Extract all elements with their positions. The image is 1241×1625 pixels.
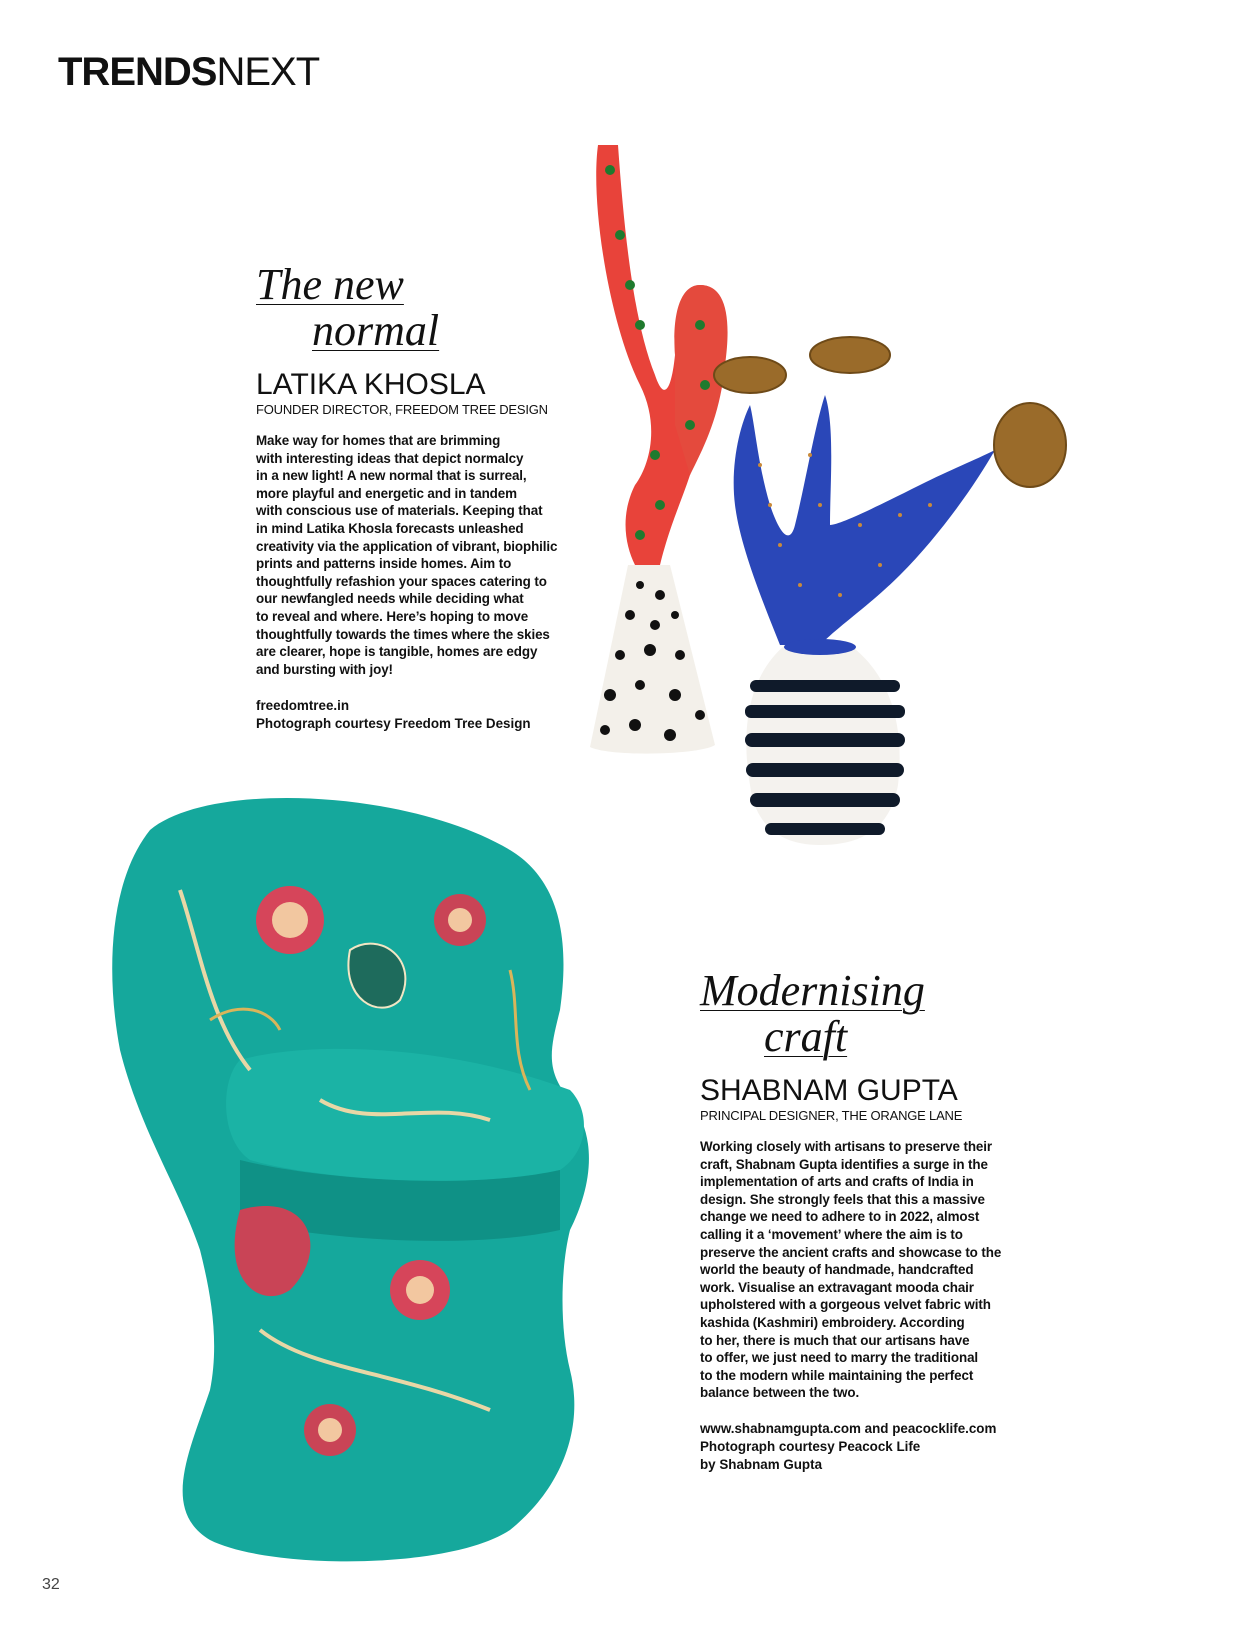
- article2-website-link[interactable]: www.shabnamgupta.com and peacocklife.com: [700, 1421, 997, 1436]
- article1-body-line: prints and patterns inside homes. Aim to: [256, 556, 512, 572]
- article2-body-line: calling it a ‘movement’ where the aim is to: [700, 1226, 963, 1242]
- article2-body-line: kashida (Kashmiri) embroidery. According: [700, 1314, 965, 1330]
- article2-body-line: change we need to adhere to in 2022, almost: [700, 1209, 980, 1225]
- article1-body-line: our newfangled needs while deciding what: [256, 591, 524, 607]
- article2-photo-credit-2: by Shabnam Gupta: [700, 1457, 823, 1472]
- article1-body-line: in a new light! A new normal that is surreal,: [256, 468, 527, 484]
- article1-body-line: with interesting ideas that depict normalcy: [256, 450, 524, 466]
- article1-title-line2: normal: [312, 306, 440, 355]
- striped-vase-base: [745, 639, 905, 845]
- article1-credit: [256, 697, 531, 733]
- article2-body-line: preserve the ancient crafts and showcase to the: [700, 1244, 1002, 1260]
- article1-author-name: LATIKA KHOSLA: [256, 368, 486, 401]
- article2-body-line: work. Visualise an extravagant mooda chair: [700, 1279, 974, 1295]
- article2-photo-credit-1: Photograph courtesy Peacock Life: [700, 1439, 921, 1454]
- article2-body-line: to offer, we just need to marry the traditional: [700, 1350, 979, 1366]
- article1-body-line: with conscious use of materials. Keeping that: [256, 503, 543, 519]
- article2-title-line2: craft: [764, 1012, 848, 1061]
- red-cactus-sculpture: [596, 145, 727, 565]
- article2-body-line: balance between the two.: [700, 1385, 860, 1401]
- article2-body-line: to her, there is much that our artisans have: [700, 1332, 970, 1348]
- article1-website-link[interactable]: freedomtree.in: [256, 698, 350, 713]
- article1-body: [256, 432, 576, 678]
- article1-body-line: and bursting with joy!: [256, 661, 393, 677]
- article1-body-line: are clearer, hope is tangible, homes are edgy: [256, 644, 538, 660]
- polka-dot-cone-base: [590, 565, 715, 754]
- article1-body-line: in mind Latika Khosla forecasts unleashed: [256, 520, 524, 536]
- article2-headline: [700, 968, 925, 1060]
- article2-credit: [700, 1420, 996, 1474]
- blue-cactus-sculpture: [734, 395, 995, 645]
- article2-body-line: design. She strongly feels that this a massive: [700, 1191, 985, 1207]
- article1-body-line: to reveal and where. Here’s hoping to move: [256, 608, 529, 624]
- article1-body-line: more playful and energetic and in tandem: [256, 485, 517, 501]
- article1-body-line: creativity via the application of vibrant, biophilic: [256, 538, 558, 554]
- article1-body-line: Make way for homes that are brimming: [256, 433, 501, 448]
- article2-author-role: PRINCIPAL DESIGNER, THE ORANGE LANE: [700, 1108, 963, 1123]
- article2-title-line1: Modernising: [700, 966, 925, 1015]
- article2-author-name: SHABNAM GUPTA: [700, 1074, 958, 1107]
- page-number: 32: [42, 1576, 60, 1593]
- article1-title-line1: The new: [256, 260, 404, 309]
- section-label: [58, 52, 319, 92]
- article2-body-line: world the beauty of handmade, handcrafted: [700, 1262, 974, 1278]
- section-label-bold: TRENDS: [58, 50, 217, 94]
- article1-photo-credit: Photograph courtesy Freedom Tree Design: [256, 716, 531, 731]
- article1-body-line: thoughtfully towards the times where the skies: [256, 626, 550, 642]
- article2-body-line: craft, Shabnam Gupta identifies a surge in the: [700, 1156, 988, 1172]
- section-label-light: NEXT: [216, 50, 320, 94]
- article2-body: [700, 1138, 1030, 1402]
- embroidered-chair-photo: [90, 770, 600, 1570]
- article2-body-line: Working closely with artisans to preserve their: [700, 1139, 992, 1154]
- article2-body-line: to the modern while maintaining the perfect: [700, 1367, 974, 1383]
- article1-headline: [256, 262, 439, 354]
- article1-body-line: thoughtfully refashion your spaces catering to: [256, 573, 547, 589]
- teal-velvet-chair: [112, 798, 589, 1561]
- article2-body-line: upholstered with a gorgeous velvet fabric with: [700, 1297, 991, 1313]
- article1-author-role: FOUNDER DIRECTOR, FREEDOM TREE DESIGN: [256, 402, 548, 417]
- bronze-flowers: [714, 337, 1066, 487]
- article2-body-line: implementation of arts and crafts of India in: [700, 1174, 974, 1190]
- cactus-sculptures-photo: [580, 125, 1100, 865]
